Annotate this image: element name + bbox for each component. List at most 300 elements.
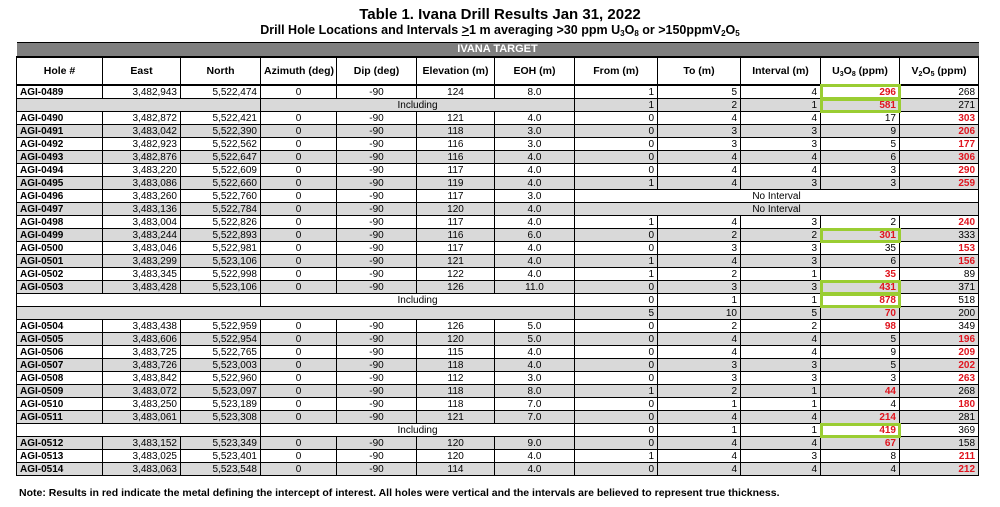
from-cell: 0 — [575, 281, 658, 294]
north-cell: 5,522,954 — [181, 333, 261, 346]
u3o8-value: 419 — [821, 424, 900, 437]
table-row — [17, 320, 979, 333]
north-cell: 5,522,959 — [181, 320, 261, 333]
from-cell: 0 — [575, 229, 658, 242]
u3o8-value: 3 — [821, 164, 900, 177]
col-to: To (m) — [658, 57, 741, 85]
eoh-cell: 4.0 — [495, 216, 575, 229]
east-cell: 3,482,923 — [103, 138, 181, 151]
hole-id: AGI-0493 — [17, 151, 103, 164]
from-cell: 0 — [575, 463, 658, 476]
dip-cell: -90 — [337, 216, 417, 229]
hole-id: AGI-0507 — [17, 359, 103, 372]
dip-cell: -90 — [337, 372, 417, 385]
from-cell: 0 — [575, 424, 658, 437]
dip-cell: -90 — [337, 463, 417, 476]
interval-cell: 2 — [741, 229, 821, 242]
dip-cell: -90 — [337, 190, 417, 203]
hole-id: AGI-0489 — [17, 85, 103, 99]
east-cell: 3,483,152 — [103, 437, 181, 450]
table-row — [17, 164, 979, 177]
elevation-cell: 116 — [417, 151, 495, 164]
no-interval-note: No Interval — [575, 190, 979, 203]
u3o8-value: 5 — [821, 138, 900, 151]
eoh-cell: 8.0 — [495, 85, 575, 99]
elevation-cell: 116 — [417, 138, 495, 151]
elevation-cell: 112 — [417, 372, 495, 385]
elevation-cell: 117 — [417, 242, 495, 255]
v2o5-value: 158 — [900, 437, 979, 450]
footnote: Note: Results in red indicate the metal defining the intercept of interest. All holes were vertical and the intervals are believed to represent true thickness. — [19, 487, 780, 499]
azimuth-cell: 0 — [261, 411, 337, 424]
interval-cell: 1 — [741, 99, 821, 112]
eoh-cell: 6.0 — [495, 229, 575, 242]
dip-cell: -90 — [337, 411, 417, 424]
east-cell: 3,482,876 — [103, 151, 181, 164]
azimuth-cell: 0 — [261, 138, 337, 151]
dip-cell: -90 — [337, 255, 417, 268]
from-cell: 1 — [575, 85, 658, 99]
v2o5-value: 281 — [900, 411, 979, 424]
table-row — [17, 229, 979, 242]
u3o8-value: 2 — [821, 216, 900, 229]
from-cell: 0 — [575, 138, 658, 151]
east-cell: 3,483,046 — [103, 242, 181, 255]
north-cell: 5,523,308 — [181, 411, 261, 424]
elevation-cell: 126 — [417, 281, 495, 294]
dip-cell: -90 — [337, 151, 417, 164]
u3o8-value: 5 — [821, 333, 900, 346]
from-cell: 0 — [575, 372, 658, 385]
u3o8-value: 214 — [821, 411, 900, 424]
azimuth-cell: 0 — [261, 333, 337, 346]
interval-cell: 4 — [741, 164, 821, 177]
elevation-cell: 117 — [417, 190, 495, 203]
east-cell: 3,482,943 — [103, 85, 181, 99]
to-cell: 10 — [658, 307, 741, 320]
from-cell: 1 — [575, 268, 658, 281]
north-cell: 5,522,784 — [181, 203, 261, 216]
table-row — [17, 216, 979, 229]
no-interval-note: No Interval — [575, 203, 979, 216]
north-cell: 5,522,390 — [181, 125, 261, 138]
elevation-cell: 121 — [417, 112, 495, 125]
from-cell: 0 — [575, 125, 658, 138]
interval-cell: 1 — [741, 294, 821, 307]
v2o5-value: 89 — [900, 268, 979, 281]
u3o8-value: 35 — [821, 268, 900, 281]
table-row — [17, 138, 979, 151]
interval-cell: 3 — [741, 372, 821, 385]
from-cell: 0 — [575, 112, 658, 125]
u3o8-value: 44 — [821, 385, 900, 398]
eoh-cell: 4.0 — [495, 112, 575, 125]
from-cell: 0 — [575, 359, 658, 372]
empty-cell — [17, 307, 575, 320]
col-hole: Hole # — [17, 57, 103, 85]
table-row — [17, 463, 979, 476]
dip-cell: -90 — [337, 320, 417, 333]
table-row — [17, 450, 979, 463]
interval-cell: 3 — [741, 281, 821, 294]
interval-cell: 1 — [741, 424, 821, 437]
east-cell: 3,483,842 — [103, 372, 181, 385]
azimuth-cell: 0 — [261, 372, 337, 385]
hole-id: AGI-0498 — [17, 216, 103, 229]
interval-cell: 3 — [741, 177, 821, 190]
azimuth-cell: 0 — [261, 112, 337, 125]
v2o5-value: 518 — [900, 294, 979, 307]
elevation-cell: 120 — [417, 450, 495, 463]
north-cell: 5,522,765 — [181, 346, 261, 359]
eoh-cell: 4.0 — [495, 255, 575, 268]
v2o5-value: 263 — [900, 372, 979, 385]
to-cell: 4 — [658, 112, 741, 125]
table-row — [17, 411, 979, 424]
u3o8-value: 431 — [821, 281, 900, 294]
hole-id: AGI-0511 — [17, 411, 103, 424]
table-row — [17, 398, 979, 411]
to-cell: 2 — [658, 320, 741, 333]
azimuth-cell: 0 — [261, 125, 337, 138]
north-cell: 5,522,562 — [181, 138, 261, 151]
interval-cell: 4 — [741, 85, 821, 99]
elevation-cell: 120 — [417, 333, 495, 346]
east-cell: 3,483,260 — [103, 190, 181, 203]
to-cell: 4 — [658, 437, 741, 450]
hole-id: AGI-0501 — [17, 255, 103, 268]
empty-cell — [17, 99, 261, 112]
u3o8-value: 67 — [821, 437, 900, 450]
north-cell: 5,522,660 — [181, 177, 261, 190]
table-row — [17, 294, 979, 307]
to-cell: 4 — [658, 463, 741, 476]
eoh-cell: 4.0 — [495, 164, 575, 177]
col-east: East — [103, 57, 181, 85]
from-cell: 1 — [575, 255, 658, 268]
azimuth-cell: 0 — [261, 164, 337, 177]
table-row — [17, 268, 979, 281]
from-cell: 0 — [575, 411, 658, 424]
hole-id: AGI-0506 — [17, 346, 103, 359]
hole-id: AGI-0496 — [17, 190, 103, 203]
table-row — [17, 281, 979, 294]
eoh-cell: 4.0 — [495, 151, 575, 164]
u3o8-value: 70 — [821, 307, 900, 320]
elevation-cell: 117 — [417, 164, 495, 177]
from-cell: 0 — [575, 242, 658, 255]
north-cell: 5,522,421 — [181, 112, 261, 125]
azimuth-cell: 0 — [261, 242, 337, 255]
from-cell: 1 — [575, 385, 658, 398]
interval-cell: 3 — [741, 216, 821, 229]
to-cell: 4 — [658, 450, 741, 463]
azimuth-cell: 0 — [261, 203, 337, 216]
north-cell: 5,522,998 — [181, 268, 261, 281]
hole-id: AGI-0492 — [17, 138, 103, 151]
eoh-cell: 3.0 — [495, 138, 575, 151]
to-cell: 4 — [658, 333, 741, 346]
eoh-cell: 11.0 — [495, 281, 575, 294]
from-cell: 0 — [575, 437, 658, 450]
elevation-cell: 121 — [417, 411, 495, 424]
to-cell: 2 — [658, 229, 741, 242]
azimuth-cell: 0 — [261, 255, 337, 268]
north-cell: 5,522,893 — [181, 229, 261, 242]
table-row — [17, 333, 979, 346]
dip-cell: -90 — [337, 398, 417, 411]
hole-id: AGI-0514 — [17, 463, 103, 476]
north-cell: 5,522,474 — [181, 85, 261, 99]
v2o5-value: 306 — [900, 151, 979, 164]
east-cell: 3,483,345 — [103, 268, 181, 281]
col-north: North — [181, 57, 261, 85]
azimuth-cell: 0 — [261, 177, 337, 190]
interval-cell: 4 — [741, 346, 821, 359]
target-banner-row — [17, 43, 979, 58]
to-cell: 1 — [658, 424, 741, 437]
dip-cell: -90 — [337, 229, 417, 242]
eoh-cell: 4.0 — [495, 242, 575, 255]
table-row — [17, 424, 979, 437]
table-row — [17, 203, 979, 216]
dip-cell: -90 — [337, 437, 417, 450]
table-row — [17, 99, 979, 112]
col-u3o8: $U_3O_8$ (ppm) — [821, 57, 900, 85]
east-cell: 3,482,872 — [103, 112, 181, 125]
dip-cell: -90 — [337, 85, 417, 99]
u3o8-value: 4 — [821, 463, 900, 476]
to-cell: 2 — [658, 385, 741, 398]
east-cell: 3,483,726 — [103, 359, 181, 372]
azimuth-cell: 0 — [261, 85, 337, 99]
dip-cell: -90 — [337, 242, 417, 255]
dip-cell: -90 — [337, 346, 417, 359]
table-row — [17, 177, 979, 190]
eoh-cell: 4.0 — [495, 463, 575, 476]
dip-cell: -90 — [337, 385, 417, 398]
to-cell: 3 — [658, 372, 741, 385]
azimuth-cell: 0 — [261, 190, 337, 203]
u3o8-value: 9 — [821, 125, 900, 138]
col-eoh: EOH (m) — [495, 57, 575, 85]
including-label: Including — [261, 99, 575, 112]
azimuth-cell: 0 — [261, 216, 337, 229]
elevation-cell: 118 — [417, 385, 495, 398]
from-cell: 5 — [575, 307, 658, 320]
col-dip: Dip (deg) — [337, 57, 417, 85]
elevation-cell: 124 — [417, 85, 495, 99]
interval-cell: 1 — [741, 268, 821, 281]
table-body — [17, 85, 979, 476]
elevation-cell: 118 — [417, 359, 495, 372]
to-cell: 3 — [658, 138, 741, 151]
empty-cell — [17, 294, 261, 307]
v2o5-value: 202 — [900, 359, 979, 372]
u3o8-value: 35 — [821, 242, 900, 255]
table-row — [17, 242, 979, 255]
north-cell: 5,522,647 — [181, 151, 261, 164]
dip-cell: -90 — [337, 125, 417, 138]
header-row — [17, 57, 979, 85]
u3o8-value: 301 — [821, 229, 900, 242]
drill-results-table — [16, 42, 979, 476]
interval-cell: 4 — [741, 333, 821, 346]
north-cell: 5,523,349 — [181, 437, 261, 450]
azimuth-cell: 0 — [261, 437, 337, 450]
table-row — [17, 112, 979, 125]
table-row — [17, 385, 979, 398]
col-v2o5: $V_2O_5$ (ppm) — [900, 57, 979, 85]
interval-cell: 3 — [741, 359, 821, 372]
azimuth-cell: 0 — [261, 268, 337, 281]
interval-cell: 3 — [741, 242, 821, 255]
from-cell: 0 — [575, 398, 658, 411]
hole-id: AGI-0495 — [17, 177, 103, 190]
east-cell: 3,483,042 — [103, 125, 181, 138]
from-cell: 0 — [575, 151, 658, 164]
east-cell: 3,483,220 — [103, 164, 181, 177]
eoh-cell: 4.0 — [495, 177, 575, 190]
north-cell: 5,523,106 — [181, 281, 261, 294]
to-cell: 3 — [658, 242, 741, 255]
eoh-cell: 5.0 — [495, 333, 575, 346]
u3o8-value: 8 — [821, 450, 900, 463]
interval-cell: 2 — [741, 320, 821, 333]
dip-cell: -90 — [337, 138, 417, 151]
col-from: From (m) — [575, 57, 658, 85]
dip-cell: -90 — [337, 203, 417, 216]
interval-cell: 3 — [741, 255, 821, 268]
to-cell: 4 — [658, 164, 741, 177]
v2o5-value: 268 — [900, 85, 979, 99]
from-cell: 0 — [575, 320, 658, 333]
interval-cell: 4 — [741, 437, 821, 450]
v2o5-value: 271 — [900, 99, 979, 112]
north-cell: 5,522,981 — [181, 242, 261, 255]
v2o5-value: 371 — [900, 281, 979, 294]
east-cell: 3,483,299 — [103, 255, 181, 268]
interval-cell: 4 — [741, 151, 821, 164]
to-cell: 4 — [658, 216, 741, 229]
north-cell: 5,523,548 — [181, 463, 261, 476]
hole-id: AGI-0499 — [17, 229, 103, 242]
v2o5-value: 369 — [900, 424, 979, 437]
v2o5-value: 303 — [900, 112, 979, 125]
elevation-cell: 114 — [417, 463, 495, 476]
elevation-cell: 118 — [417, 125, 495, 138]
u3o8-value: 6 — [821, 151, 900, 164]
hole-id: AGI-0504 — [17, 320, 103, 333]
to-cell: 2 — [658, 268, 741, 281]
u3o8-value: 296 — [821, 85, 900, 99]
eoh-cell: 5.0 — [495, 320, 575, 333]
empty-cell — [17, 424, 261, 437]
north-cell: 5,523,106 — [181, 255, 261, 268]
azimuth-cell: 0 — [261, 450, 337, 463]
v2o5-value: 268 — [900, 385, 979, 398]
eoh-cell: 4.0 — [495, 450, 575, 463]
east-cell: 3,483,244 — [103, 229, 181, 242]
to-cell: 2 — [658, 99, 741, 112]
elevation-cell: 117 — [417, 216, 495, 229]
u3o8-value: 6 — [821, 255, 900, 268]
eoh-cell: 3.0 — [495, 372, 575, 385]
interval-cell: 4 — [741, 463, 821, 476]
elevation-cell: 115 — [417, 346, 495, 359]
v2o5-value: 156 — [900, 255, 979, 268]
elevation-cell: 120 — [417, 437, 495, 450]
u3o8-value: 4 — [821, 398, 900, 411]
table-row — [17, 437, 979, 450]
including-label: Including — [261, 424, 575, 437]
elevation-cell: 118 — [417, 398, 495, 411]
dip-cell: -90 — [337, 450, 417, 463]
from-cell: 1 — [575, 99, 658, 112]
table-row — [17, 255, 979, 268]
v2o5-value: 196 — [900, 333, 979, 346]
hole-id: AGI-0503 — [17, 281, 103, 294]
hole-id: AGI-0502 — [17, 268, 103, 281]
azimuth-cell: 0 — [261, 346, 337, 359]
hole-id: AGI-0494 — [17, 164, 103, 177]
hole-id: AGI-0491 — [17, 125, 103, 138]
col-azimuth: Azimuth (deg) — [261, 57, 337, 85]
dip-cell: -90 — [337, 164, 417, 177]
hole-id: AGI-0513 — [17, 450, 103, 463]
v2o5-value: 153 — [900, 242, 979, 255]
eoh-cell: 4.0 — [495, 268, 575, 281]
azimuth-cell: 0 — [261, 463, 337, 476]
u3o8-value: 9 — [821, 346, 900, 359]
v2o5-value: 240 — [900, 216, 979, 229]
azimuth-cell: 0 — [261, 320, 337, 333]
including-label: Including — [261, 294, 575, 307]
from-cell: 1 — [575, 450, 658, 463]
from-cell: 0 — [575, 294, 658, 307]
east-cell: 3,483,136 — [103, 203, 181, 216]
table-row — [17, 359, 979, 372]
dip-cell: -90 — [337, 281, 417, 294]
u3o8-value: 5 — [821, 359, 900, 372]
east-cell: 3,483,025 — [103, 450, 181, 463]
to-cell: 3 — [658, 281, 741, 294]
north-cell: 5,522,609 — [181, 164, 261, 177]
table-row — [17, 190, 979, 203]
north-cell: 5,523,097 — [181, 385, 261, 398]
elevation-cell: 120 — [417, 203, 495, 216]
hole-id: AGI-0490 — [17, 112, 103, 125]
east-cell: 3,483,004 — [103, 216, 181, 229]
u3o8-value: 581 — [821, 99, 900, 112]
interval-cell: 4 — [741, 112, 821, 125]
hole-id: AGI-0512 — [17, 437, 103, 450]
col-interval: Interval (m) — [741, 57, 821, 85]
dip-cell: -90 — [337, 177, 417, 190]
eoh-cell: 3.0 — [495, 190, 575, 203]
table-row — [17, 372, 979, 385]
north-cell: 5,523,401 — [181, 450, 261, 463]
to-cell: 3 — [658, 125, 741, 138]
eoh-cell: 7.0 — [495, 398, 575, 411]
interval-cell: 3 — [741, 450, 821, 463]
azimuth-cell: 0 — [261, 229, 337, 242]
from-cell: 0 — [575, 346, 658, 359]
east-cell: 3,483,606 — [103, 333, 181, 346]
table-row — [17, 125, 979, 138]
north-cell: 5,522,960 — [181, 372, 261, 385]
v2o5-value: 212 — [900, 463, 979, 476]
